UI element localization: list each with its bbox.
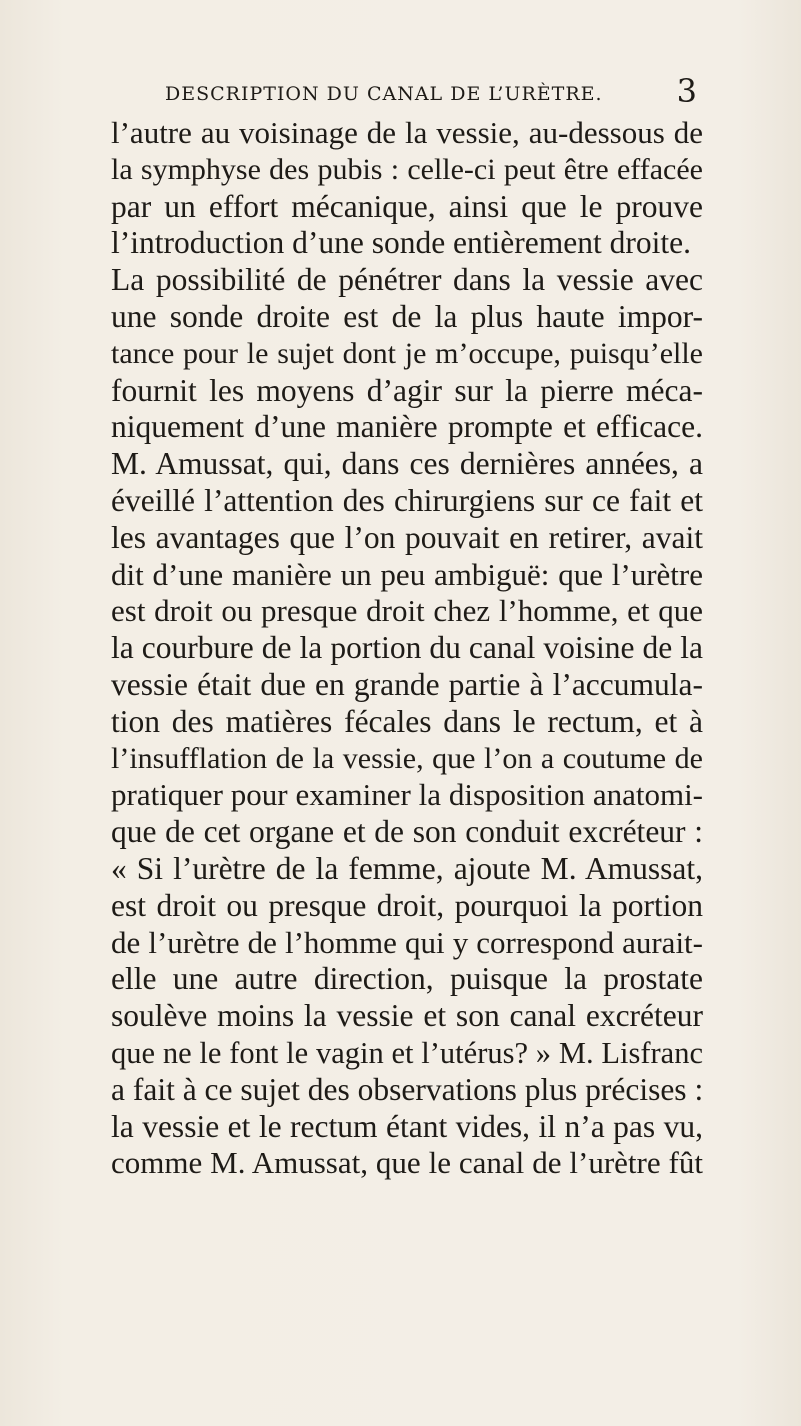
text-line: comme M. Amussat, que le canal de l’urètre fût bbox=[111, 1145, 703, 1181]
text-line: elle une autre direction, puisque la prostate bbox=[111, 961, 703, 997]
text-line: pratiquer pour examiner la disposition anatomi- bbox=[111, 777, 703, 813]
text-line: par un effort mécanique, ainsi que le prouve bbox=[111, 188, 703, 224]
text-line: l’insufflation de la vessie, que l’on a coutume de bbox=[111, 741, 703, 775]
text-line: l’introduction d’une sonde entièrement droite. bbox=[111, 225, 691, 261]
text-line: « Si l’urètre de la femme, ajoute M. Amussat, bbox=[111, 850, 703, 886]
text-line: tion des matières fécales dans le rectum, et à bbox=[111, 703, 703, 739]
text-line: tance pour le sujet dont je m’occupe, puisqu’elle bbox=[111, 336, 703, 370]
text-line: les avantages que l’on pouvait en retirer, avait bbox=[111, 519, 703, 555]
text-line: que de cet organe et de son conduit excréteur : bbox=[111, 814, 703, 850]
text-line: la courbure de la portion du canal voisine de la bbox=[111, 630, 703, 666]
text-line: est droit ou presque droit chez l’homme, et que bbox=[111, 593, 703, 629]
page-number: 3 bbox=[676, 72, 697, 110]
text-line: est droit ou presque droit, pourquoi la portion bbox=[111, 887, 703, 923]
text-line: la symphyse des pubis : celle-ci peut être effacée bbox=[111, 152, 703, 186]
text-line: niquement d’une manière prompte et efficace. bbox=[111, 409, 703, 445]
text-line: que ne le font le vagin et l’utérus? » M. Lisfranc bbox=[111, 1035, 703, 1070]
text-line: fournit les moyens d’agir sur la pierre méca- bbox=[111, 372, 703, 408]
text-line: vessie était due en grande partie à l’accumula- bbox=[111, 666, 703, 702]
running-title: DESCRIPTION DU CANAL DE L’URÈTRE. bbox=[165, 83, 603, 105]
text-line: la vessie et le rectum étant vides, il n’a pas vu, bbox=[111, 1108, 703, 1144]
text-line: soulève moins la vessie et son canal excréteur bbox=[111, 998, 703, 1034]
running-head bbox=[165, 73, 697, 113]
text-line: l’autre au voisinage de la vessie, au-dessous de bbox=[111, 115, 703, 150]
text-line: de l’urètre de l’homme qui y correspond aurait- bbox=[111, 924, 703, 960]
text-line: La possibilité de pénétrer dans la vessie avec bbox=[111, 262, 703, 298]
body-text bbox=[111, 115, 703, 1182]
text-line: M. Amussat, qui, dans ces dernières années, a bbox=[111, 446, 703, 482]
text-line: a fait à ce sujet des observations plus précises : bbox=[111, 1071, 704, 1107]
text-line: dit d’une manière un peu ambiguë: que l’urètre bbox=[111, 556, 703, 592]
text-line: une sonde droite est de la plus haute impor- bbox=[111, 298, 703, 334]
text-line: éveillé l’attention des chirurgiens sur ce fait et bbox=[111, 482, 703, 518]
